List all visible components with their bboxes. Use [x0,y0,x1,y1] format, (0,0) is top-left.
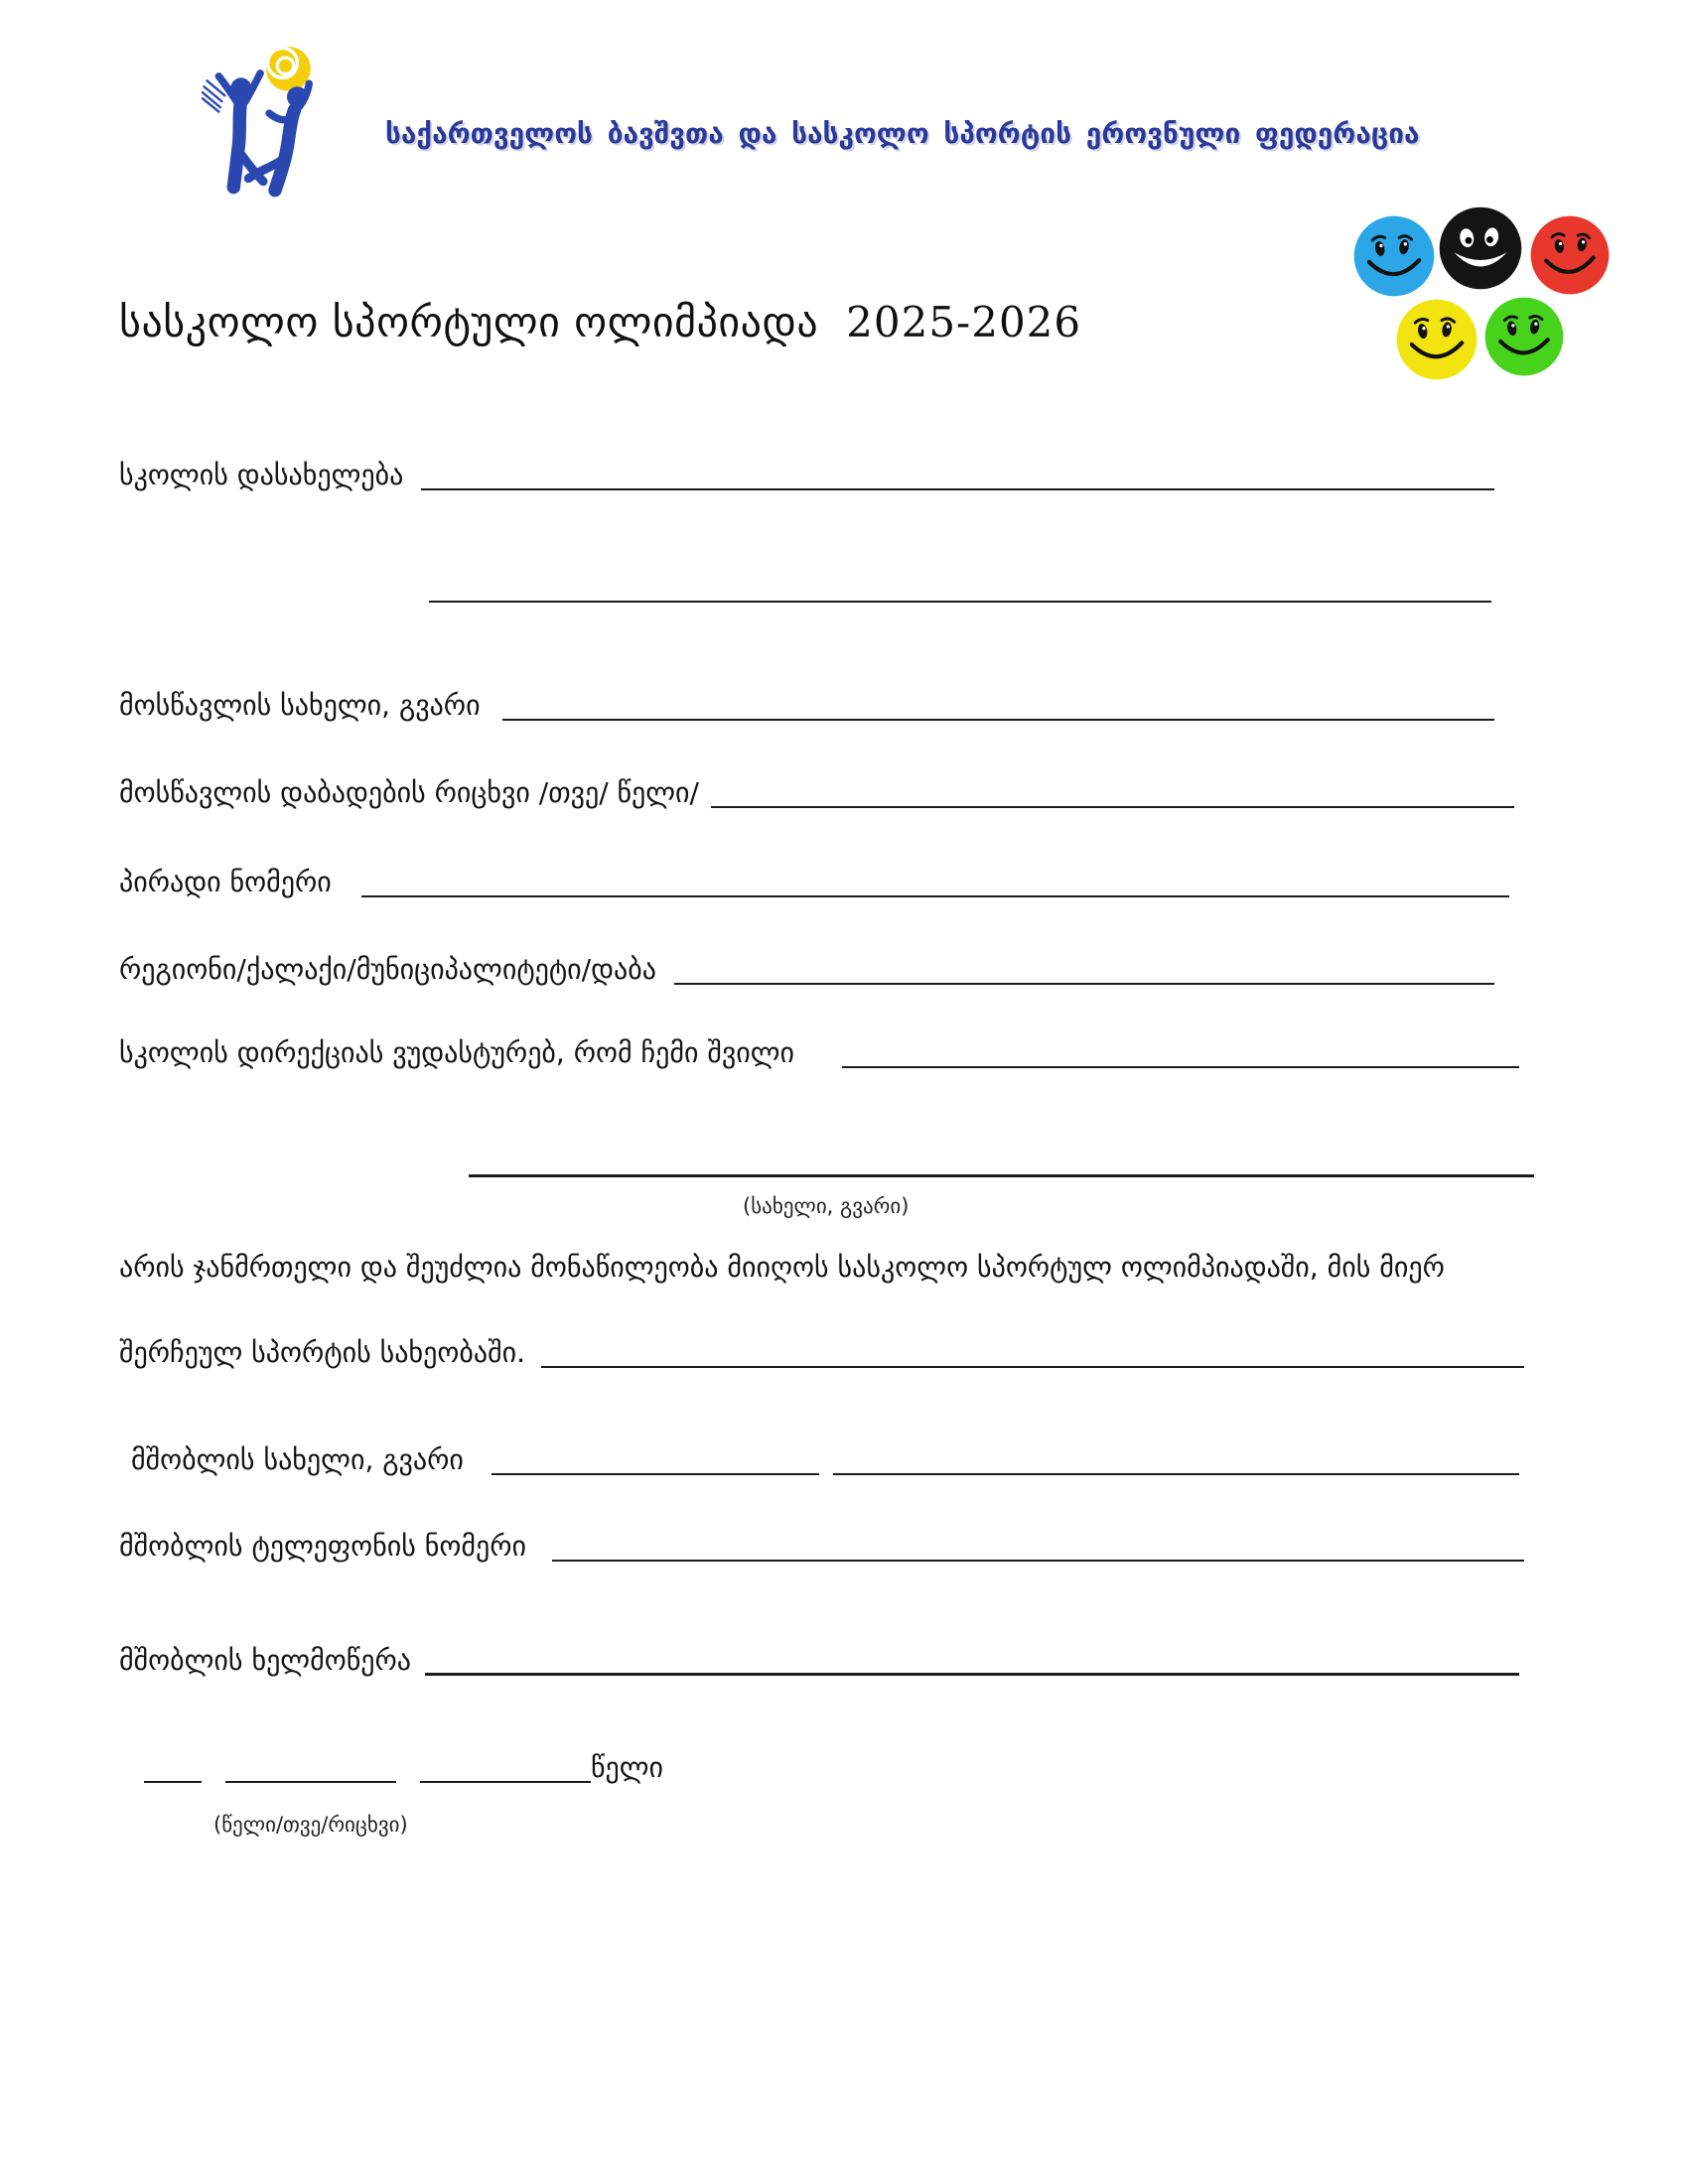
date-row [144,1747,740,1789]
birth-date-line[interactable] [711,776,1514,808]
date-suffix: წელი [591,1751,664,1784]
student-name-line[interactable] [502,689,1494,721]
health-text-line2: შერჩეულ სპორტის სახეობაში. [119,1336,525,1369]
confirmation-line[interactable] [842,1036,1519,1068]
student-name-label: მოსწავლის სახელი, გვარი [119,689,481,722]
parent-signature-line[interactable] [425,1643,1519,1676]
yellow-smiley-icon [1395,298,1478,381]
green-smiley-icon [1483,296,1565,377]
blue-smiley-icon [1352,214,1436,298]
date-line-2[interactable] [225,1751,396,1783]
date-caption: (წელი/თვე/რიცხვი) [213,1813,408,1837]
school-name-row-2 [429,571,1491,609]
parent-phone-label: მშობლის ტელეფონის ნომერი [119,1530,527,1563]
parent-name-label: მშობლის სახელი, გვარი [131,1443,464,1476]
parent-name-line-2[interactable] [833,1443,1519,1475]
federation-name: საქართველოს ბავშვთა და სასკოლო სპორტის ეროვნული ფედერაცია [385,117,1420,150]
date-line-3[interactable] [420,1751,591,1783]
health-text-line1: არის ჯანმრთელი და შეუძლია მონაწილეობა მიიღოს სასკოლო სპორტულ ოლიმპიადაში, მის მიერ [119,1251,1445,1284]
parent-phone-row [119,1526,1524,1568]
region-line[interactable] [674,953,1494,985]
school-name-label: სკოლის დასახელება [119,459,404,491]
personal-number-row [119,862,1509,903]
olympic-smileys-logo [1348,201,1626,401]
personal-number-label: პირადი ნომერი [119,866,332,898]
school-name-line[interactable] [421,459,1494,490]
red-smiley-icon [1529,214,1611,296]
confirmation-row [119,1032,1519,1074]
student-fullname-line[interactable] [469,1145,1534,1177]
birth-date-label: მოსწავლის დაბადების რიცხვი /თვე/ წელი/ [119,776,699,809]
sport-row [119,1332,1524,1374]
logo-figures-icon [197,44,359,206]
date-line-1[interactable] [144,1751,202,1783]
personal-number-line[interactable] [361,866,1509,897]
parent-name-row [131,1439,1519,1481]
student-name-row [119,685,1494,727]
page-title [119,298,1081,346]
parent-signature-row [119,1640,1519,1682]
school-name-row [119,455,1494,496]
confirmation-label: სკოლის დირექციას ვუდასტურებ, რომ ჩემი შვილი [119,1036,795,1069]
logo-ball-icon [266,47,311,91]
black-smiley-icon [1438,205,1523,291]
sport-line[interactable] [541,1336,1524,1368]
region-label: რეგიონი/ქალაქი/მუნიციპალიტეტი/დაბა [119,953,656,986]
birth-date-row [119,772,1514,814]
student-fullname-row [469,1145,1534,1183]
parent-signature-label: მშობლის ხელმოწერა [119,1644,411,1677]
title-text: სასკოლო სპორტული ოლიმპიადა [119,298,819,346]
region-row [119,949,1494,991]
title-years: 2025-2026 [846,298,1082,346]
federation-logo [197,44,359,206]
fullname-caption: (სახელი, გვარი) [743,1194,910,1218]
parent-phone-line[interactable] [552,1530,1524,1562]
school-name-line-2[interactable] [429,571,1491,603]
parent-name-line-1[interactable] [492,1443,819,1475]
